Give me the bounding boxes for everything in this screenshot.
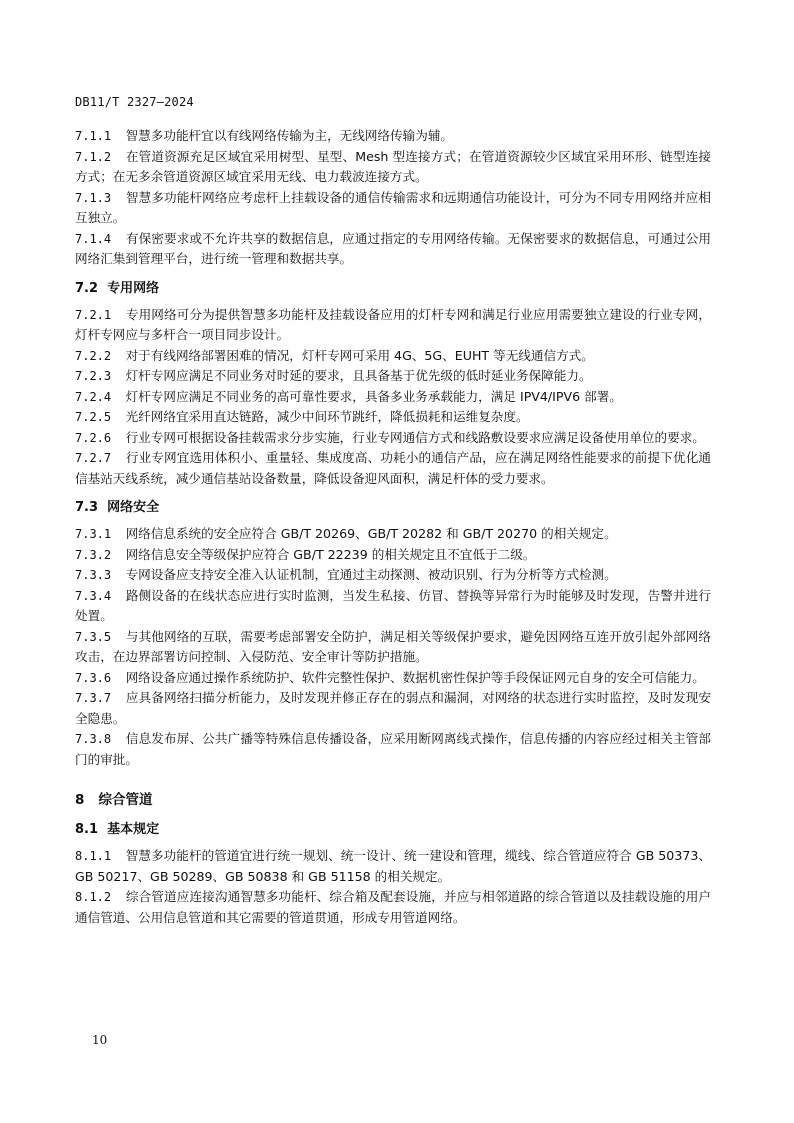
clause-number: 7.2.3 [75,369,112,383]
clause-text: 与其他网络的互联，需要考虑部署安全防护，满足相关等级保护要求，避免因网络互连开放引起外部网络攻击，在边界部署访问控制、入侵防范、安全审计等防护措施。 [75,628,712,664]
clause-paragraph [75,407,711,428]
page-number: 10 [92,1033,108,1047]
clause-text: 专用网络 [107,280,160,296]
clause-text: 灯杆专网应满足不同业务的高可靠性要求，具备多业务承载能力，满足 IPV4/IPV6 部署。 [125,388,622,404]
clause-text: 网络设备应通过操作系统防护、软件完整性保护、数据机密性保护等手段保证网元自身的安全可信能力。 [125,669,705,685]
clause-text: 光纤网络宜采用直达链路，减少中间环节跳纤，降低损耗和运维复杂度。 [125,409,529,424]
clause-number: 7.2.1 [75,307,112,322]
clause-paragraph [75,887,711,928]
clause-text: 综合管道 [98,792,153,808]
clause-number: 7.3.3 [75,568,112,582]
clause-paragraph [75,126,711,147]
clause-text: 灯杆专网应满足不同业务对时延的要求，且具备基于优先级的低时延业务保障能力。 [125,368,592,383]
clause-text: 有保密要求或不允许共享的数据信息，应通过指定的专用网络传输。无保密要求的数据信息，可通过公用网络汇集到管理平台，进行统一管理和数据共享。 [75,230,712,266]
clause-number: 7.1.2 [75,149,112,164]
clause-number: 8.1.1 [75,849,112,863]
clause-text: 行业专网可根据设备挂载需求分步实施，行业专网通信方式和线路敷设要求应满足设备使用单位的要求。 [125,429,705,445]
clause-number: 7.3.8 [75,732,112,746]
clause-number: 7.2.2 [75,348,112,363]
document-body [75,126,711,928]
clause-text: 行业专网宜选用体积小、重量轻、集成度高、功耗小的通信产品，应在满足网络性能要求的前提下优化通信基站天线系统，减少通信基站设备数量，降低设备迎风面积，满足杆体的受力要求。 [75,450,712,486]
clause-number: 7.3.4 [75,588,112,603]
chapter-heading [75,790,711,810]
clause-text: 综合管道应连接沟通智慧多功能杆、综合箱及配套设施，并应与相邻道路的综合管道以及挂载设施的用户通信管道、公用信息管道和其它需要的管道贯通，形成专用管道网络。 [75,889,712,925]
clause-text: 智慧多功能杆宜以有线网络传输为主，无线网络传输为辅。 [125,128,454,143]
clause-paragraph [75,586,711,627]
clause-number: 7.3.7 [75,691,112,705]
clause-text: 对于有线网络部署困难的情况，灯杆专网可采用 4G、5G、EUHT 等无线通信方式。 [125,347,594,363]
clause-paragraph [75,387,711,408]
clause-paragraph [75,688,711,729]
clause-paragraph [75,305,711,346]
clause-number: 8 [75,792,85,808]
clause-text: 信息发布屏、公共广播等特殊信息传播设备，应采用断网离线式操作，信息传播的内容应经过相关主管部门的审批。 [75,731,712,767]
clause-number: 7.2.5 [75,410,112,424]
clause-text: 网络安全 [107,500,160,515]
clause-text: 基本规定 [107,822,160,837]
clause-paragraph [75,346,711,367]
clause-number: 8.1.2 [75,890,112,904]
section-heading [75,279,711,299]
section-heading [75,498,711,518]
clause-text: 智慧多功能杆的管道宜进行统一规划、统一设计、统一建设和管理，缆线、综合管道应符合 GB 50373、GB 50217、GB 50289、GB 50838 和 GB 51158 的相关规定。 [75,848,712,884]
clause-text: 应具备网络扫描分析能力，及时发现并修正存在的弱点和漏洞，对网络的状态进行实时监控，及时发现安全隐患。 [75,690,712,726]
clause-paragraph [75,627,711,668]
clause-number: 7.3 [75,500,99,515]
section-heading [75,820,711,840]
clause-number: 7.1.4 [75,231,112,246]
clause-number: 7.2.7 [75,451,112,465]
clause-paragraph [75,668,711,689]
clause-paragraph [75,428,711,449]
clause-number: 7.2.4 [75,389,112,404]
clause-number: 7.3.1 [75,527,112,541]
clause-text: 路侧设备的在线状态应进行实时监测，当发生私接、仿冒、替换等异常行为时能够及时发现，告警并进行处置。 [75,587,712,623]
clause-text: 智慧多功能杆网络应考虑杆上挂载设备的通信传输需求和远期通信功能设计，可分为不同专用网络并应相互独立。 [75,189,712,225]
clause-paragraph [75,188,711,229]
clause-paragraph [75,565,711,586]
clause-text: 在管道资源充足区域宜采用树型、星型、Mesh 型连接方式；在管道资源较少区域宜采用环形、链型连接方式；在无多余管道资源区域宜采用无线、电力载波连接方式。 [75,148,711,184]
document-code: DB11/T 2327—2024 [75,95,194,109]
clause-number: 7.1.3 [75,190,112,205]
clause-number: 8.1 [75,822,99,837]
clause-paragraph [75,448,711,489]
clause-paragraph [75,846,711,887]
clause-text: 网络信息安全等级保护应符合 GB/T 22239 的相关规定且不宜低于二级。 [125,546,536,562]
clause-paragraph [75,147,711,188]
clause-number: 7.1.1 [75,129,112,143]
clause-paragraph [75,229,711,270]
clause-number: 7.2 [75,280,99,296]
clause-number: 7.3.6 [75,670,112,685]
clause-paragraph [75,545,711,566]
clause-number: 7.3.5 [75,629,112,644]
clause-paragraph [75,524,711,545]
clause-text: 专用网络可分为提供智慧多功能杆及挂载设备应用的灯杆专网和满足行业应用需要独立建设的行业专网，灯杆专网应与多杆合一项目同步设计。 [75,306,712,342]
clause-text: 专网设备应支持安全准入认证机制，宜通过主动探测、被动识别、行为分析等方式检测。 [125,567,617,582]
clause-paragraph [75,729,711,770]
clause-paragraph [75,366,711,387]
clause-number: 7.2.6 [75,430,112,445]
clause-text: 网络信息系统的安全应符合 GB/T 20269、GB/T 20282 和 GB/T 20270 的相关规定。 [125,526,617,541]
clause-number: 7.3.2 [75,547,112,562]
